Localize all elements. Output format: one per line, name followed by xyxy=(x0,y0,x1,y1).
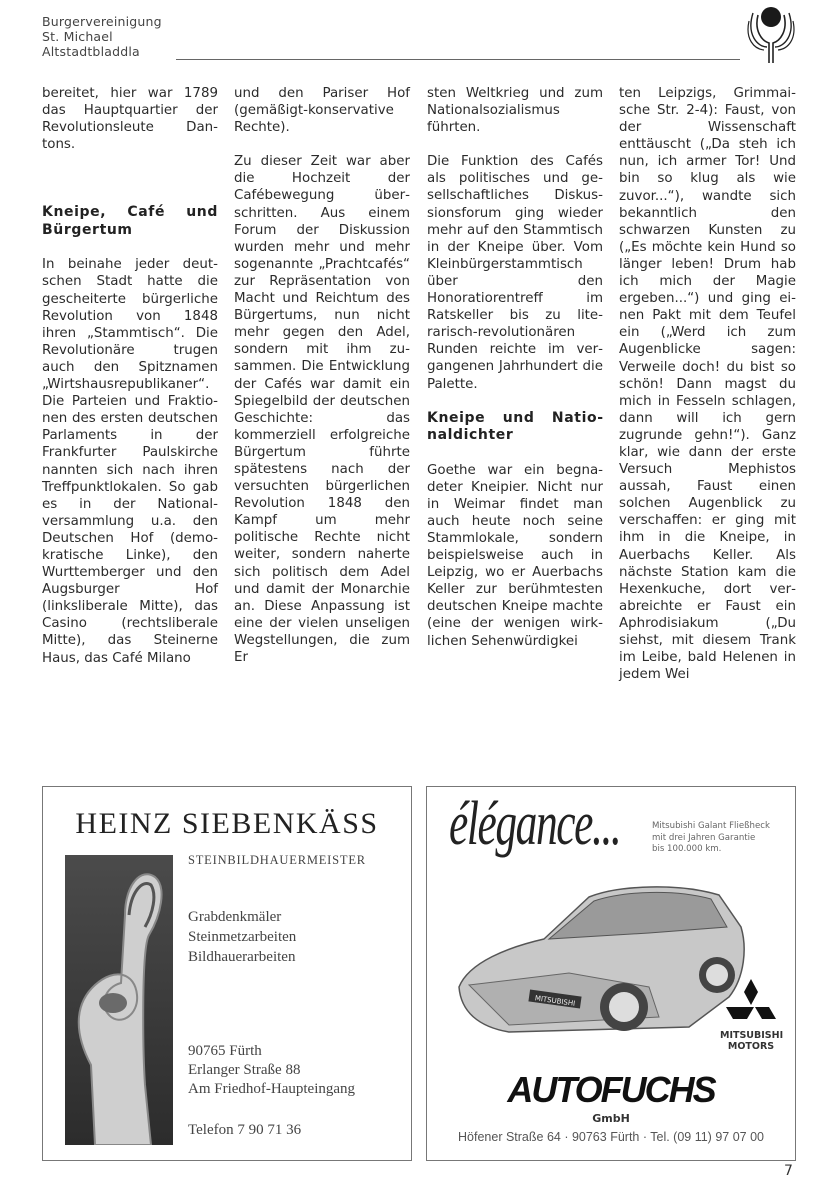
service-item: Bildhauerarbeiten xyxy=(188,949,296,965)
brand-line: MOTORS xyxy=(727,1041,775,1052)
tagline-line: mit drei Jahren Garantie xyxy=(652,832,756,843)
paragraph: Zu dieser Zeit war aber die Hochzeit der Cafébewegung überschritten. Aus einem Forum der Diskussion wurden mehr und mehr sogenannte „Prachtcafés“ zur Repräsentation von Macht und Reichtum des Bürgertums, nun nicht mehr gegen den Adel, sondern mit ihm zusammen. Die Entwicklung der Cafés war damit ein Spiegelbild der deutschen Geschichte: das kommerziell erfolgreiche Bürgertum führte spätestens nach der versuchten bürgerlichen Revolution 1848 den Kampf um mehr politische Rechte nicht weiter, sondern naherte sich politisch dem Adel und damit der Monarchie an. Diese Anpassung ist eine der vielen unseligen Wegstellungen, die zum Er xyxy=(234,154,410,665)
paragraph: In beinahe jeder deutschen Stadt hatte die gescheiterte bürgerliche Revolution von 1848 ihren „Stammtisch“. Die Revolutionäre trugen auch den Spitznamen „Wirtshausrepublikaner“. Die Parteien und Fraktionen des ersten deutschen Parlaments in der Frankfurter Paulskirche nannten sich nach ihren Treffpunktlokalen. So gab es in der Nationalversammlung u.a. den Deutschen Hof (demokratische Linke), den Wurttemberger und den Augsburger Hof (linksliberale Mitte), das Casino (rechtsliberale Mitte), das Steinerne Haus, das Café Milano xyxy=(42,257,218,666)
tagline-line: bis 100.000 km. xyxy=(652,844,722,854)
paragraph: Die Funktion des Cafés als politisches und gesellschaftliches Diskussionsforum ging wieder mehr auf den Stammtisch in der Kneipe über. Vom Kleinbürgerstammtisch über den Honoratiorentreff im Ratskeller bis zu literarisch-revolutionären Runden reichte im vergangenen Jahrhundert die Palette. xyxy=(427,154,603,392)
article-column-3 xyxy=(427,85,603,667)
service-item: Grabdenkmäler xyxy=(188,909,282,925)
address-line: Erlanger Straße 88 xyxy=(188,1062,301,1078)
ad-address xyxy=(188,1042,355,1099)
address-line: 90765 Fürth xyxy=(188,1043,262,1059)
ad-phone: Telefon 7 90 71 36 xyxy=(188,1122,302,1138)
article-column-2 xyxy=(234,85,410,683)
paragraph: bereitet, hier war 1789 das Hauptquartier der Revolutionsleute Dantons. xyxy=(42,86,218,153)
advertisement-autofuchs xyxy=(426,786,796,1161)
article-column-4 xyxy=(619,85,796,700)
company-address: Höfener Straße 64 · 90763 Fürth · Tel. (09 11) 97 07 00 xyxy=(458,1130,764,1144)
page-number: 7 xyxy=(784,1163,793,1179)
section-heading: Kneipe und Nationaldichter xyxy=(427,409,603,444)
article-column-1 xyxy=(42,85,218,684)
ad-headline: élégance... xyxy=(449,790,621,858)
car-image xyxy=(449,867,749,1047)
company-name: AUTOFUCHS xyxy=(507,1069,715,1110)
association-emblem-icon xyxy=(742,3,800,65)
header-rule xyxy=(176,59,740,60)
paragraph: sten Weltkrieg und zum Nationalsozialismus führten. xyxy=(427,86,603,136)
sculpture-photo xyxy=(65,855,173,1145)
mitsubishi-diamonds-icon xyxy=(726,979,776,1027)
company-suffix: GmbH xyxy=(592,1112,630,1125)
spacer xyxy=(42,170,218,204)
header-line-3: Altstadtbladdla xyxy=(42,44,140,59)
section-heading: Kneipe, Café und Bürgertum xyxy=(42,204,218,238)
address-line: Am Friedhof-Haupteingang xyxy=(188,1081,356,1097)
paragraph: Goethe war ein begnadeter Kneipier. Nicht nur in Weimar findet man auch heute noch seine Stammlokale, sondern beispielsweise auch in Leipzig, wo er Auerbachs Keller zur berühmtesten deutschen Kneipe machte (eine der wenigen wirklichen Sehenwürdigkei xyxy=(427,462,603,649)
mitsubishi-logo xyxy=(720,979,782,1052)
advertisement-siebenkaess xyxy=(42,786,412,1161)
services-list xyxy=(188,907,296,967)
header-line-1: Burgervereinigung xyxy=(42,14,162,29)
stone-sculpture-image xyxy=(65,855,173,1145)
ad-tagline xyxy=(652,821,770,856)
plate-text: MITSUBISHI xyxy=(534,994,576,1008)
paragraph: ten Leipzigs, Grimmaische Str. 2-4): Faust, von der Wissenschaft enttäuscht („Da steh ich nun, ich armer Tor! Und bin so klug als wie zuvor...“), wandte sich bekanntlich den schwarzen Kunsten zu („Es möchte kein Hund so länger leben! Drum hab ich mich der Magie ergeben...“) und ging einen Pakt mit dem Teufel ein („Werd ich zum Augenblicke sagen: Verweile doch! du bist so schön! Dann magst du mich in Fesseln schlagen, dann will ich gern zugrunde gehn!“). Ganz klar, wie dann der erste Versuch Mephistos aussah, Faust einen solchen Augenblick zu verschaffen: er ging mit ihm in die Kneipe, in Auerbachs Keller. Als nächste Station kam die Hexenkuche, dort verabreichte er Faust ein Aphrodisiakum („Du siehst, mit diesem Trank im Leibe, bald Helenen in jedem Wei xyxy=(619,86,796,683)
paragraph: und den Pariser Hof (gemäßigt-konservative Rechte). xyxy=(234,86,410,136)
publication-header xyxy=(42,14,162,59)
ad-subtitle: STEINBILDHAUERMEISTER xyxy=(188,853,366,867)
header-line-2: St. Michael xyxy=(42,29,113,44)
tagline-line: Mitsubishi Galant Fließheck xyxy=(652,821,770,831)
ad-title: HEINZ SIEBENKÄSS xyxy=(75,807,379,840)
service-item: Steinmetzarbeiten xyxy=(188,929,297,945)
brand-line: MITSUBISHI xyxy=(720,1030,784,1041)
